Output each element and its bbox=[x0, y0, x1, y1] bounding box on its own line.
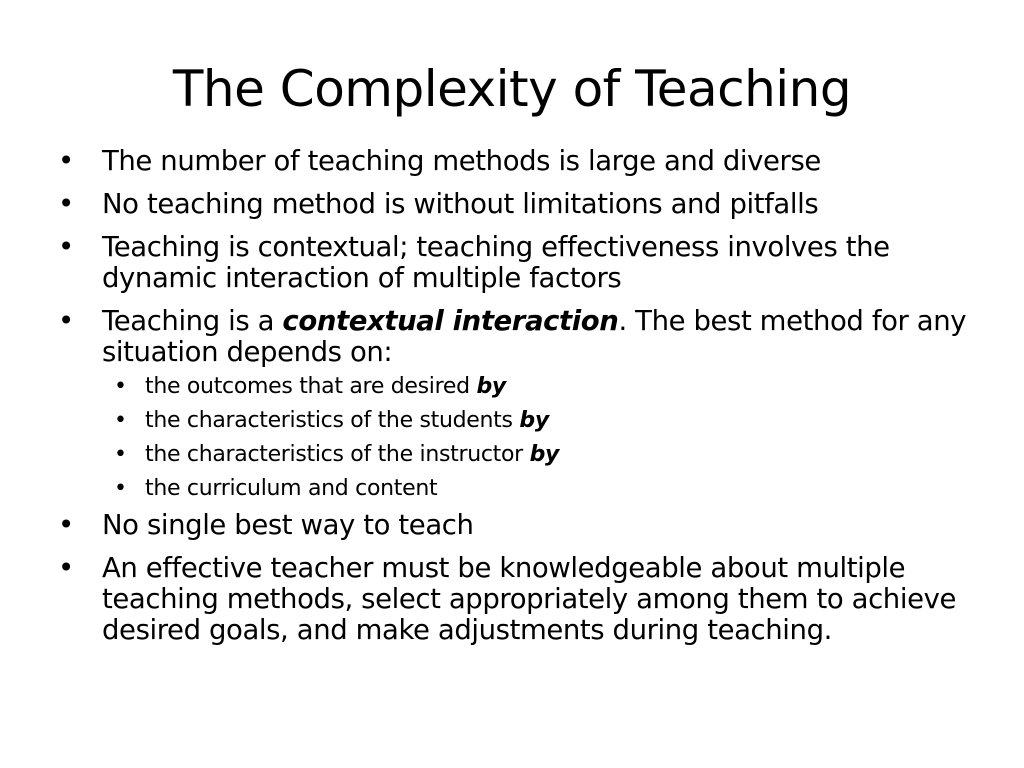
bullet-item: • An effective teacher must be knowledgeable about multiple teaching methods, select appropriately among them to achieve desired goals, and make adjustments during teaching. bbox=[58, 553, 978, 646]
sub-bullet-list bbox=[58, 374, 978, 502]
sub-bullet-text: the characteristics of the instructor bbox=[145, 442, 530, 467]
sub-bullet-text: the outcomes that are desired bbox=[145, 374, 477, 399]
bullet-list bbox=[58, 146, 978, 658]
sub-bullet-item bbox=[114, 476, 978, 502]
bullet-item: • Teaching is contextual; teaching effectiveness involves the dynamic interaction of multiple factors bbox=[58, 232, 978, 294]
bullet-emphasis: contextual interaction bbox=[282, 305, 619, 337]
sub-bullet-text: the curriculum and content bbox=[145, 476, 438, 501]
bullet-item: • No teaching method is without limitations and pitfalls bbox=[58, 189, 978, 220]
bullet-item: • No single best way to teach bbox=[58, 510, 978, 541]
bullet-item bbox=[58, 306, 978, 368]
sub-bullet-emphasis: by bbox=[519, 408, 549, 433]
sub-bullet-text: the characteristics of the students bbox=[145, 408, 520, 433]
slide-title: The Complexity of Teaching bbox=[172, 60, 852, 118]
sub-bullet-emphasis: by bbox=[476, 374, 506, 399]
bullet-text: Teaching is a bbox=[102, 305, 283, 337]
sub-bullet-item bbox=[114, 374, 978, 400]
bullet-text: . The best method for any situation depends on: bbox=[102, 305, 967, 368]
sub-bullet-item bbox=[114, 442, 978, 468]
bullet-item: • The number of teaching methods is large and diverse bbox=[58, 146, 978, 177]
sub-bullet-item bbox=[114, 408, 978, 434]
sub-bullet-emphasis: by bbox=[529, 442, 560, 467]
